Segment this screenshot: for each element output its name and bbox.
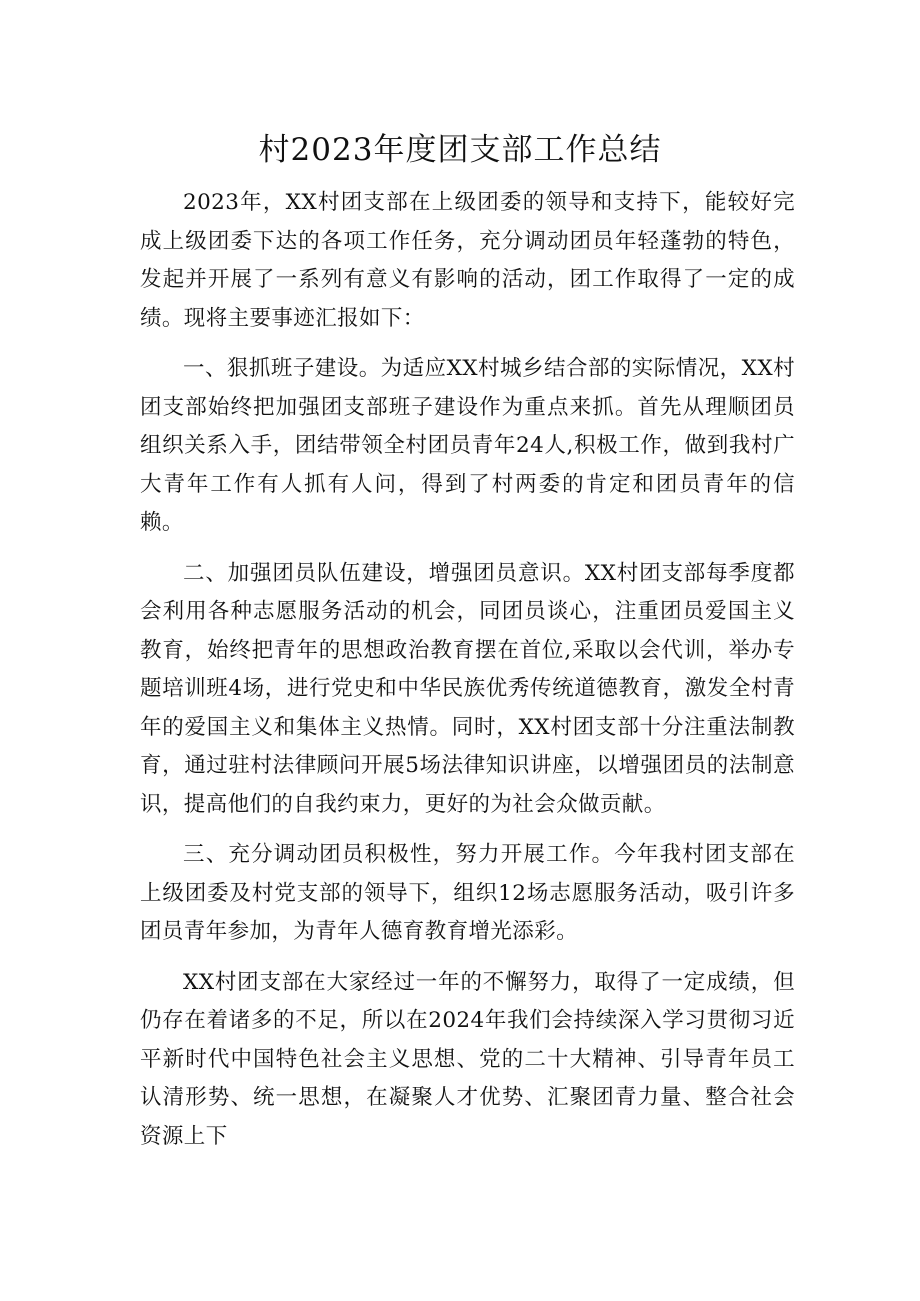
paragraph-section-two: 二、加强团员队伍建设，增强团员意识。XX村团支部每季度都会利用各种志愿服务活动的机会，同团员谈心，注重团员爱国主义教育，始终把青年的思想政治教育摆在首位,采取以会代训，举办专题培训班4场，进行党史和中华民族优秀传统道德教育，激发全村青年的爱国主义和集体主义热情。同时，XX村团支部十分注重法制教育，通过驻村法律顾问开展5场法律知识讲座，以增强团员的法制意识，提高他们的自我约束力，更好的为社会众做贡献。 xyxy=(140,560,795,817)
document-title: 村2023年度团支部工作总结 xyxy=(258,132,662,168)
paragraph-conclusion: XX村团支部在大家经过一年的不懈努力，取得了一定成绩，但仍存在着诸多的不足，所以在2024年我们会持续深入学习贯彻习近平新时代中国特色社会主义思想、党的二十大精神、引导青年员工认清形势、统一思想，在凝聚人才优势、汇聚团青力量、整合社会资源上下 xyxy=(140,969,795,1149)
paragraph-section-one: 一、狠抓班子建设。为适应XX村城乡结合部的实际情况，XX村团支部始终把加强团支部班子建设作为重点来抓。首先从理顺团员组织关系入手，团结带领全村团员青年24人,积极工作，做到我村广大青年工作有人抓有人问，得到了村两委的肯定和团员青年的信赖。 xyxy=(140,356,795,535)
paragraph-intro: 2023年，XX村团支部在上级团委的领导和支持下，能较好完成上级团委下达的各项工作任务，充分调动团员年轻蓬勃的特色，发起并开展了一系列有意义有影响的活动，团工作取得了一定的成绩。现将主要事迹汇报如下： xyxy=(140,190,795,331)
paragraph-section-three: 三、充分调动团员积极性，努力开展工作。今年我村团支部在上级团委及村党支部的领导下，组织12场志愿服务活动，吸引许多团员青年参加，为青年人德育教育增光添彩。 xyxy=(140,842,795,944)
document-body xyxy=(140,184,795,1168)
